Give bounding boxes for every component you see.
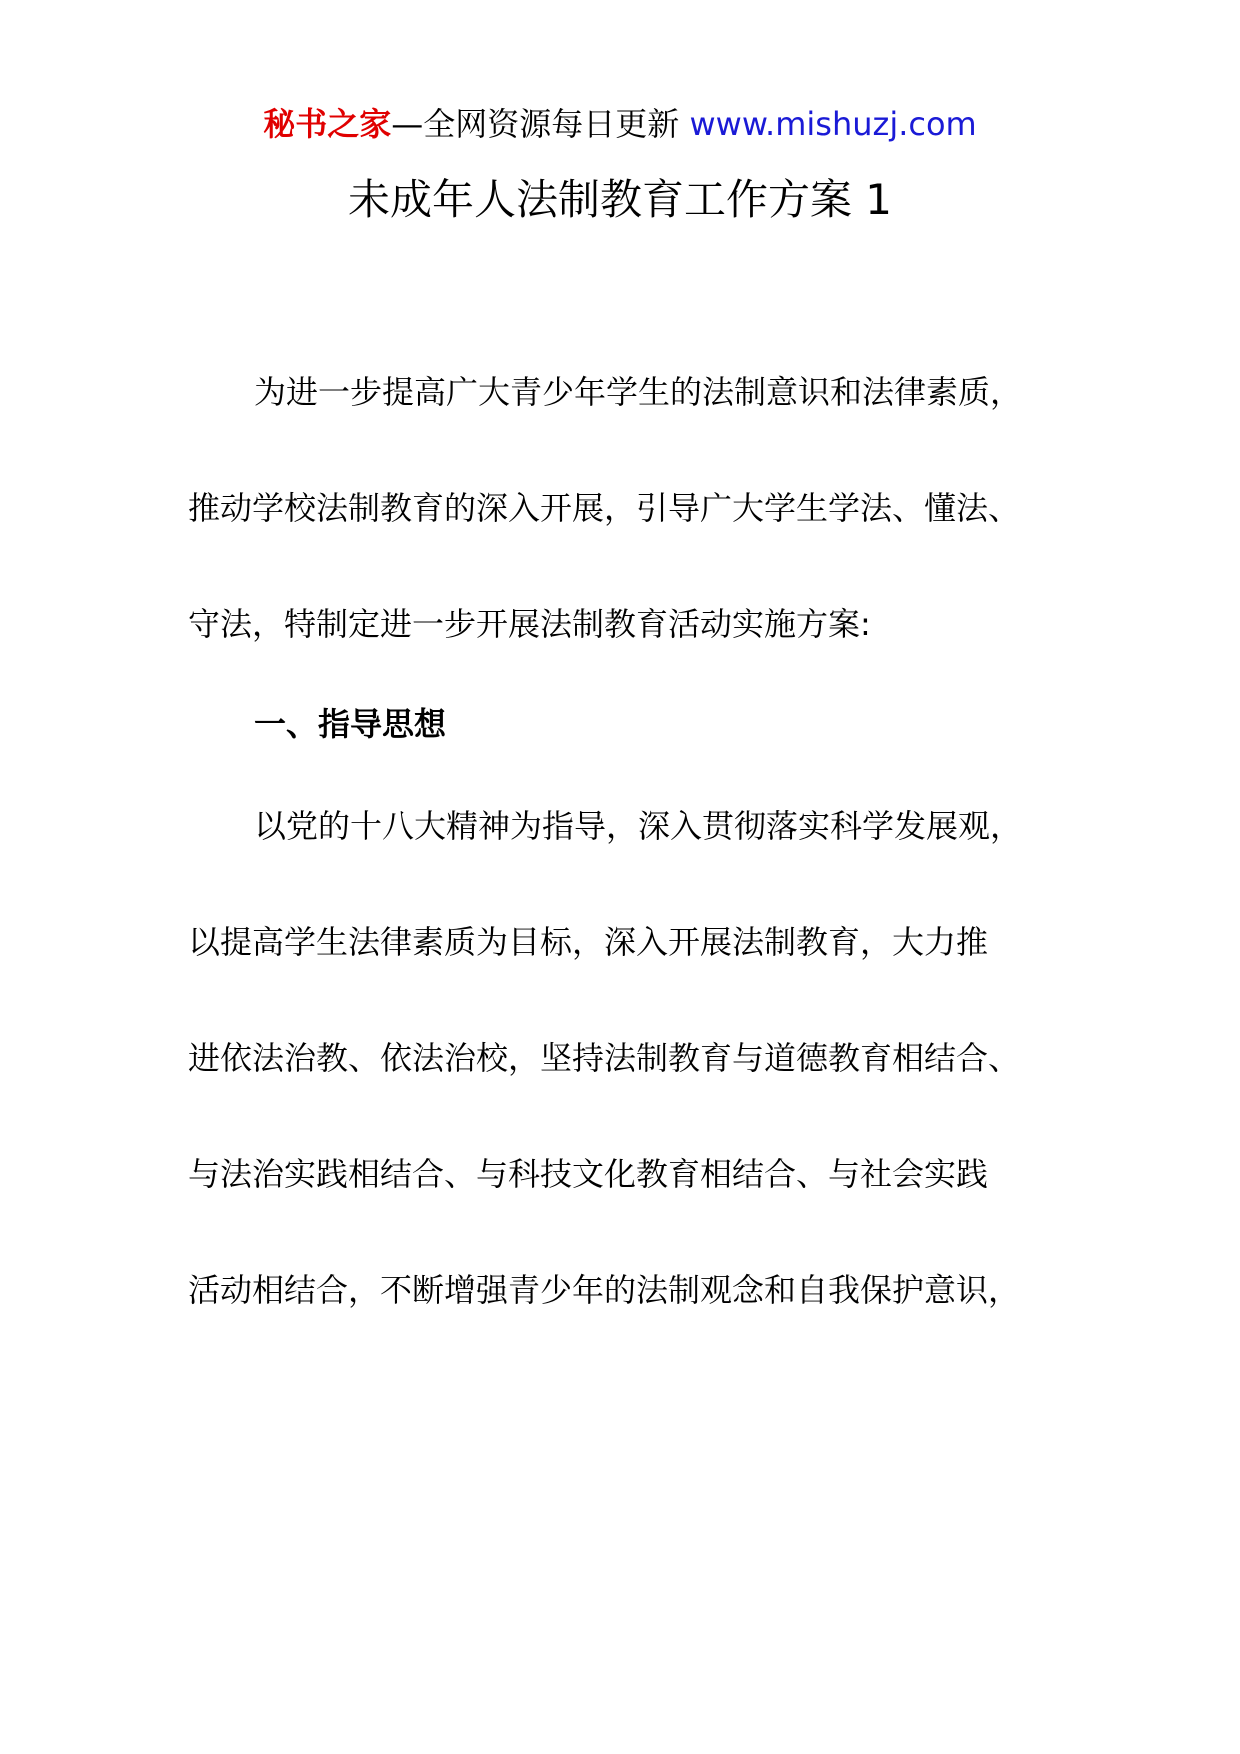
- section-heading: 一、指导思想: [254, 705, 447, 743]
- paragraph-line: 推动学校法制教育的深入开展，引导广大学生学法、懂法、: [188, 489, 1021, 527]
- paragraph-line: 以提高学生法律素质为目标，深入开展法制教育，大力推: [188, 923, 989, 961]
- site-tagline: —全网资源每日更新: [391, 105, 680, 143]
- paragraph-line: 与法治实践相结合、与科技文化教育相结合、与社会实践: [188, 1155, 989, 1193]
- brand-name: 秘书之家: [263, 105, 392, 143]
- paragraph-line: 为进一步提高广大青少年学生的法制意识和法律素质，: [254, 373, 1023, 411]
- site-header: [0, 100, 1240, 148]
- paragraph-line: 守法，特制定进一步开展法制教育活动实施方案:: [188, 605, 871, 643]
- paragraph-line: 活动相结合，不断增强青少年的法制观念和自我保护意识，: [188, 1271, 1021, 1309]
- paragraph-line: 进依法治教、依法治校，坚持法制教育与道德教育相结合、: [188, 1039, 1021, 1077]
- site-url[interactable]: www.mishuzj.com: [689, 105, 977, 143]
- document-title: 未成年人法制教育工作方案 1: [347, 175, 893, 224]
- paragraph-line: 以党的十八大精神为指导，深入贯彻落实科学发展观，: [254, 807, 1023, 845]
